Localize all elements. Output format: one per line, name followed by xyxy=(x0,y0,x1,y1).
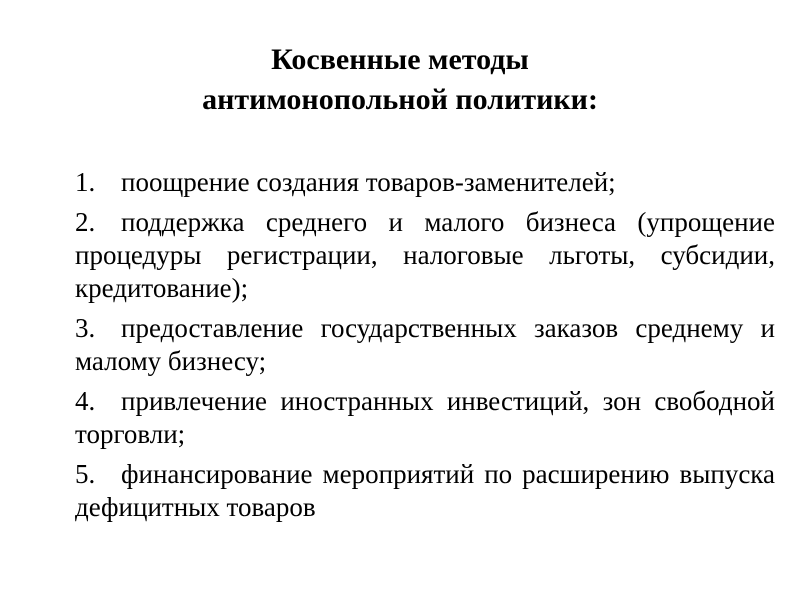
methods-list xyxy=(75,166,775,531)
list-item-number: 3. xyxy=(75,313,96,343)
list-item-number: 4. xyxy=(75,386,96,416)
list-item xyxy=(75,385,775,451)
list-item xyxy=(75,166,775,199)
list-item-number: 2. xyxy=(75,207,96,237)
list-item-text: предоставление государственных заказов среднему и малому бизнесу; xyxy=(75,313,775,376)
slide-title xyxy=(0,40,800,120)
list-item-text: поощрение создания товаров-заменителей; xyxy=(121,167,616,197)
list-item-text: привлечение иностранных инвестиций, зон свободной торговли; xyxy=(75,386,775,449)
list-item-text: финансирование мероприятий по расширению выпуска дефицитных товаров xyxy=(75,459,775,522)
title-line-2: антимонопольной политики: xyxy=(202,83,598,116)
list-item xyxy=(75,312,775,378)
list-item xyxy=(75,458,775,524)
title-line-1: Косвенные методы xyxy=(271,43,529,76)
list-item-number: 1. xyxy=(75,167,96,197)
list-item xyxy=(75,206,775,305)
list-item-number: 5. xyxy=(75,459,96,489)
list-item-text: поддержка среднего и малого бизнеса (упрощение процедуры регистрации, налоговые льготы, субсидии, кредитование); xyxy=(75,207,775,303)
